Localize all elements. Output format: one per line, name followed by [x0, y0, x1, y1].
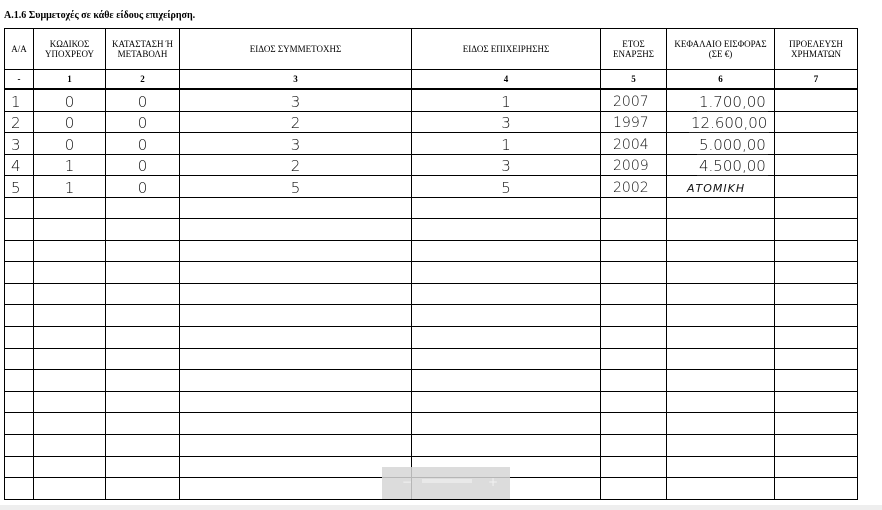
empty-cell: [775, 327, 858, 349]
empty-cell: [34, 391, 106, 413]
cell-origin: [775, 154, 858, 176]
empty-cell: [5, 391, 34, 413]
empty-cell: [5, 370, 34, 392]
empty-cell: [601, 305, 667, 327]
cell-capital: [667, 133, 775, 155]
empty-cell: [34, 327, 106, 349]
empty-cell: [34, 370, 106, 392]
empty-cell: [180, 197, 412, 219]
empty-cell: [775, 219, 858, 241]
col-number: 1: [34, 70, 106, 90]
col-header-business: ΕΙΔΟΣ ΕΠΙΧΕΙΡΗΣΗΣ: [412, 29, 601, 70]
empty-cell: [601, 391, 667, 413]
empty-cell: [5, 197, 34, 219]
cell-business: 3: [412, 111, 601, 133]
empty-cell: [775, 283, 858, 305]
empty-cell: [775, 456, 858, 478]
empty-cell: [34, 197, 106, 219]
cell-aa: 2: [5, 111, 34, 133]
empty-cell: [775, 370, 858, 392]
cell-participation: 3: [180, 89, 412, 111]
empty-cell: [34, 456, 106, 478]
empty-cell: [601, 327, 667, 349]
table-row: [5, 111, 858, 133]
empty-row: [5, 240, 858, 262]
cell-year: 2002: [601, 176, 667, 198]
empty-cell: [667, 283, 775, 305]
col-header-aa: Α/Α: [5, 29, 34, 70]
empty-cell: [106, 413, 180, 435]
section-heading: Α.1.6 Συμμετοχές σε κάθε είδους επιχείρηση.: [4, 10, 196, 21]
capital-value: 5.000,00: [699, 135, 766, 154]
empty-cell: [601, 413, 667, 435]
empty-cell: [412, 262, 601, 284]
cell-year: 2004: [601, 133, 667, 155]
col-header-participation: ΕΙΔΟΣ ΣΥΜΜΕΤΟΧΗΣ: [180, 29, 412, 70]
empty-cell: [667, 262, 775, 284]
cell-participation: 3: [180, 133, 412, 155]
cell-capital: [667, 111, 775, 133]
empty-cell: [180, 240, 412, 262]
empty-cell: [412, 391, 601, 413]
empty-cell: [601, 219, 667, 241]
empty-cell: [180, 262, 412, 284]
col-header-state: ΚΑΤΑΣΤΑΣΗ Ή ΜΕΤΑΒΟΛΗ: [106, 29, 180, 70]
empty-row: [5, 413, 858, 435]
column-number-row: [5, 70, 858, 90]
empty-cell: [5, 435, 34, 457]
empty-cell: [775, 391, 858, 413]
empty-cell: [5, 219, 34, 241]
zoom-in-button[interactable]: +: [488, 475, 499, 489]
empty-cell: [412, 219, 601, 241]
cell-capital: [667, 89, 775, 111]
empty-cell: [34, 413, 106, 435]
cell-code: 1: [34, 176, 106, 198]
col-header-capital: ΚΕΦΑΛΑΙΟ ΕΙΣΦΟΡΑΣ (ΣΕ €): [667, 29, 775, 70]
empty-cell: [34, 219, 106, 241]
empty-cell: [5, 240, 34, 262]
empty-cell: [412, 348, 601, 370]
cell-origin: [775, 133, 858, 155]
cell-code: 0: [34, 133, 106, 155]
cell-state: 0: [106, 176, 180, 198]
empty-cell: [180, 413, 412, 435]
empty-row: [5, 348, 858, 370]
empty-cell: [106, 370, 180, 392]
empty-cell: [5, 348, 34, 370]
col-number: 4: [412, 70, 601, 90]
col-number: 2: [106, 70, 180, 90]
empty-cell: [601, 262, 667, 284]
empty-row: [5, 219, 858, 241]
document-scrollbar[interactable]: [382, 467, 510, 499]
empty-cell: [5, 262, 34, 284]
header-row: [5, 29, 858, 70]
col-number: 6: [667, 70, 775, 90]
cell-state: 0: [106, 133, 180, 155]
empty-cell: [775, 305, 858, 327]
empty-cell: [412, 240, 601, 262]
empty-cell: [34, 283, 106, 305]
cell-state: 0: [106, 89, 180, 111]
cell-origin: [775, 111, 858, 133]
col-number: 7: [775, 70, 858, 90]
cell-business: 1: [412, 89, 601, 111]
empty-cell: [106, 305, 180, 327]
empty-row: [5, 197, 858, 219]
empty-cell: [5, 413, 34, 435]
cell-year: 2007: [601, 89, 667, 111]
empty-cell: [667, 391, 775, 413]
empty-cell: [106, 283, 180, 305]
empty-cell: [5, 327, 34, 349]
empty-cell: [775, 478, 858, 500]
empty-cell: [601, 240, 667, 262]
empty-cell: [106, 240, 180, 262]
cell-code: 0: [34, 89, 106, 111]
empty-row: [5, 370, 858, 392]
cell-participation: 2: [180, 111, 412, 133]
col-number: -: [5, 70, 34, 90]
cell-state: 0: [106, 154, 180, 176]
cell-origin: [775, 176, 858, 198]
cell-business: 5: [412, 176, 601, 198]
col-header-origin: ΠΡΟΕΛΕΥΣΗ ΧΡΗΜΑΤΩΝ: [775, 29, 858, 70]
empty-cell: [106, 478, 180, 500]
empty-cell: [667, 478, 775, 500]
empty-row: [5, 305, 858, 327]
col-number: 5: [601, 70, 667, 90]
empty-cell: [106, 197, 180, 219]
empty-cell: [412, 435, 601, 457]
empty-cell: [5, 456, 34, 478]
col-header-year: ΕΤΟΣ ΕΝΑΡΞΗΣ: [601, 29, 667, 70]
empty-cell: [180, 219, 412, 241]
empty-cell: [667, 435, 775, 457]
participations-table: [4, 28, 858, 500]
empty-cell: [412, 283, 601, 305]
empty-cell: [667, 456, 775, 478]
zoom-out-button[interactable]: −: [402, 475, 413, 489]
cell-code: 0: [34, 111, 106, 133]
empty-row: [5, 391, 858, 413]
empty-row: [5, 262, 858, 284]
table-row: [5, 176, 858, 198]
empty-cell: [5, 283, 34, 305]
col-number: 3: [180, 70, 412, 90]
empty-cell: [180, 348, 412, 370]
capital-value: 4.500,00: [699, 157, 766, 175]
empty-cell: [775, 348, 858, 370]
table-row: [5, 89, 858, 111]
empty-cell: [34, 240, 106, 262]
empty-cell: [106, 219, 180, 241]
empty-cell: [106, 391, 180, 413]
empty-cell: [412, 413, 601, 435]
cell-business: 3: [412, 154, 601, 176]
empty-cell: [180, 370, 412, 392]
empty-cell: [412, 197, 601, 219]
empty-cell: [667, 219, 775, 241]
empty-row: [5, 283, 858, 305]
cell-year: 2009: [601, 154, 667, 176]
empty-cell: [180, 478, 412, 500]
empty-cell: [667, 370, 775, 392]
scroll-handle[interactable]: [422, 479, 472, 483]
empty-cell: [775, 262, 858, 284]
empty-cell: [601, 370, 667, 392]
empty-cell: [34, 262, 106, 284]
empty-cell: [601, 435, 667, 457]
capital-value: 12.600,00: [691, 114, 768, 132]
empty-cell: [34, 305, 106, 327]
empty-cell: [775, 240, 858, 262]
cell-aa: 5: [5, 176, 34, 198]
empty-cell: [667, 197, 775, 219]
empty-cell: [34, 478, 106, 500]
cell-participation: 5: [180, 176, 412, 198]
col-header-code: ΚΩΔΙΚΟΣ ΥΠΟΧΡΕΟΥ: [34, 29, 106, 70]
table-row: [5, 133, 858, 155]
empty-cell: [106, 348, 180, 370]
cell-aa: 3: [5, 133, 34, 155]
cell-aa: 4: [5, 154, 34, 176]
empty-cell: [667, 240, 775, 262]
empty-cell: [106, 327, 180, 349]
cell-aa: 1: [5, 89, 34, 111]
empty-cell: [601, 197, 667, 219]
table-row: [5, 154, 858, 176]
cell-origin: [775, 89, 858, 111]
empty-cell: [180, 305, 412, 327]
capital-value: 1.700,00: [699, 92, 766, 111]
empty-cell: [667, 305, 775, 327]
empty-cell: [667, 413, 775, 435]
empty-cell: [5, 305, 34, 327]
empty-cell: [180, 327, 412, 349]
empty-cell: [180, 391, 412, 413]
empty-cell: [601, 478, 667, 500]
cell-capital: [667, 154, 775, 176]
empty-cell: [601, 283, 667, 305]
cell-capital: [667, 176, 775, 198]
empty-cell: [180, 456, 412, 478]
cell-business: 1: [412, 133, 601, 155]
empty-cell: [412, 370, 601, 392]
empty-cell: [180, 283, 412, 305]
empty-cell: [412, 305, 601, 327]
cell-state: 0: [106, 111, 180, 133]
empty-cell: [667, 348, 775, 370]
cell-year: 1997: [601, 111, 667, 133]
empty-cell: [34, 348, 106, 370]
empty-cell: [106, 262, 180, 284]
empty-cell: [106, 435, 180, 457]
empty-cell: [5, 478, 34, 500]
empty-cell: [775, 413, 858, 435]
empty-cell: [34, 435, 106, 457]
capital-value: ΑΤΟΜΙΚΗ: [687, 181, 746, 195]
empty-row: [5, 327, 858, 349]
empty-cell: [775, 435, 858, 457]
empty-cell: [775, 197, 858, 219]
bottom-edge: [0, 505, 882, 510]
cell-code: 1: [34, 154, 106, 176]
empty-cell: [180, 435, 412, 457]
cell-participation: 2: [180, 154, 412, 176]
empty-row: [5, 435, 858, 457]
empty-cell: [601, 348, 667, 370]
empty-cell: [106, 456, 180, 478]
empty-cell: [667, 327, 775, 349]
empty-cell: [412, 327, 601, 349]
empty-cell: [601, 456, 667, 478]
